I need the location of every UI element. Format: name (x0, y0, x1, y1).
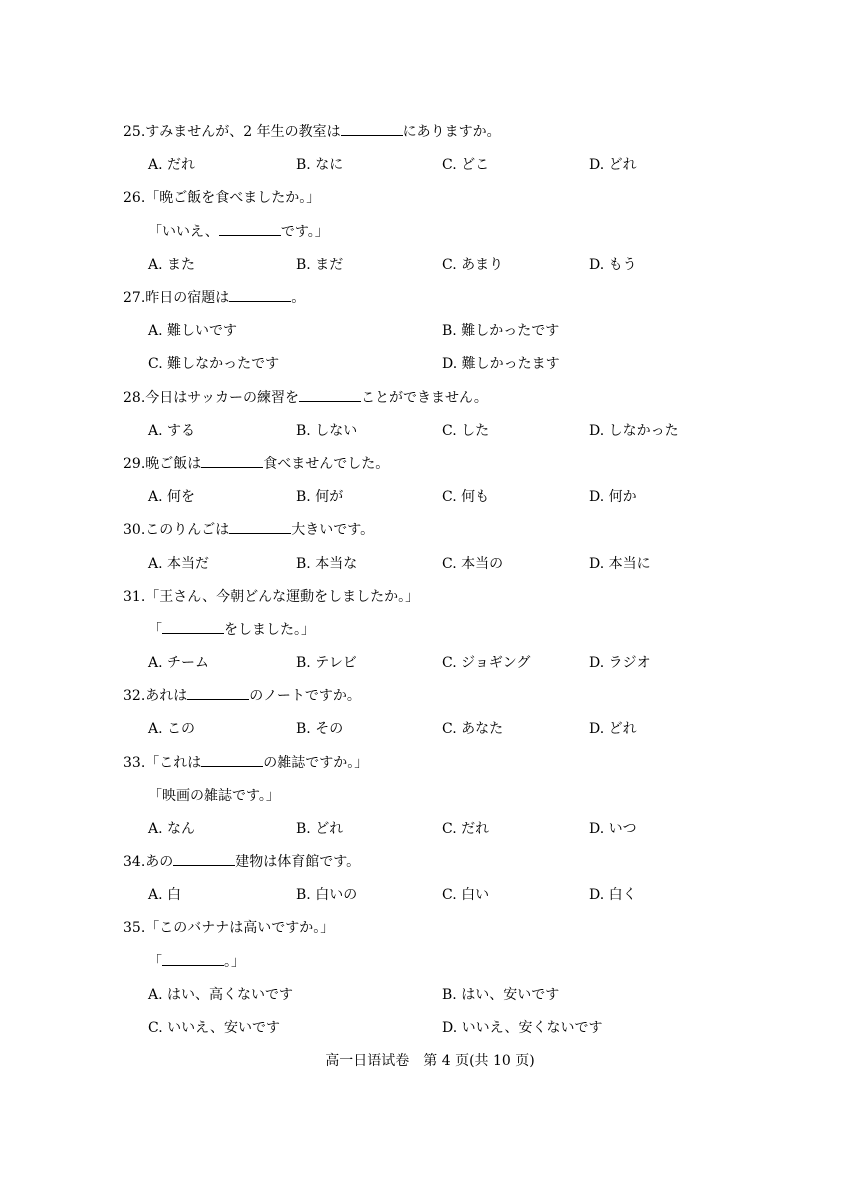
option-b: B. 本当な (296, 556, 358, 572)
answer-blank (341, 123, 403, 136)
option-c: C. だれ (442, 821, 490, 837)
question-25 (123, 123, 501, 141)
option-a: A. この (148, 721, 196, 737)
question-text: 今日はサッカーの練習を (145, 390, 299, 406)
option-c: C. いいえ、安いです (148, 1020, 280, 1036)
answer-blank (299, 389, 361, 402)
option-b: B. 何が (296, 489, 344, 505)
option-d: D. いつ (589, 821, 637, 837)
option-c: C. あなた (442, 721, 504, 737)
question-text: 建物は体育館です。 (235, 854, 361, 870)
question-text: 「いいえ、 (148, 224, 219, 240)
option-c: C. ジョギング (442, 655, 531, 671)
question-32 (123, 687, 361, 705)
option-b: B. どれ (296, 821, 344, 837)
answer-blank (162, 953, 224, 966)
question-text: 大きいです。 (291, 522, 375, 538)
option-d: D. 本当に (589, 556, 651, 572)
question-33 (123, 754, 368, 772)
answer-blank (187, 687, 249, 700)
option-a: A. また (148, 257, 196, 273)
option-c: C. 本当の (442, 556, 504, 572)
question-number: 33. (123, 755, 146, 771)
question-number: 34. (123, 854, 146, 870)
answer-blank (201, 455, 263, 468)
question-text: 「このバナナは高いですか。」 (145, 920, 335, 936)
option-a: A. する (148, 423, 196, 439)
option-c: C. 難しなかったです (148, 356, 280, 372)
question-28 (123, 389, 488, 407)
question-text: の雑誌ですか。」 (263, 755, 369, 771)
option-a: A. 白 (148, 887, 182, 903)
option-b: B. テレビ (296, 655, 357, 671)
question-35 (123, 919, 334, 937)
question-number: 31. (123, 589, 146, 605)
option-b: B. まだ (296, 257, 344, 273)
option-a: A. チーム (148, 655, 210, 671)
question-number: 30. (123, 522, 146, 538)
question-26 (123, 189, 320, 207)
page-footer: 高一日语试卷 第 4 页(共 10 页) (325, 1053, 535, 1069)
question-number: 29. (123, 456, 146, 472)
question-text: 「 (148, 954, 162, 970)
question-text: 「 (148, 622, 162, 638)
option-d: D. ラジオ (589, 655, 651, 671)
question-29 (123, 455, 389, 473)
question-number: 27. (123, 290, 146, 306)
question-33-reply: 「映画の雑誌です。」 (148, 788, 280, 804)
option-b: B. 白いの (296, 887, 358, 903)
option-b: B. しない (296, 423, 358, 439)
question-text: 「王さん、今朝どんな運動をしましたか。」 (145, 589, 420, 605)
question-text: すみませんが、2 年生の教室は (145, 124, 341, 140)
option-b: B. はい、安いです (442, 987, 560, 1003)
option-a: A. だれ (148, 157, 196, 173)
answer-blank (229, 521, 291, 534)
question-text: にありますか。 (402, 124, 501, 140)
question-number: 26. (123, 190, 146, 206)
answer-blank (219, 223, 281, 236)
question-text: あの (145, 854, 174, 870)
option-b: B. その (296, 721, 344, 737)
option-d: D. いいえ、安くないです (442, 1020, 603, 1036)
option-c: C. あまり (442, 257, 504, 273)
question-text: 。」 (224, 954, 245, 970)
question-text: このりんごは (145, 522, 230, 538)
question-27 (123, 289, 305, 307)
option-d: D. もう (589, 257, 637, 273)
question-text: 昨日の宿題は (145, 290, 230, 306)
option-a: A. 何を (148, 489, 196, 505)
question-text: 。 (291, 290, 306, 306)
option-c: C. した (442, 423, 490, 439)
option-c: C. 白い (442, 887, 490, 903)
question-35-reply (148, 953, 245, 971)
question-number: 32. (123, 688, 146, 704)
option-d: D. 難しかったます (442, 356, 560, 372)
question-text: ことができません。 (361, 390, 488, 406)
answer-blank (162, 621, 224, 634)
option-a: A. 本当だ (148, 556, 210, 572)
option-b: B. 難しかったです (442, 323, 560, 339)
question-number: 28. (123, 390, 146, 406)
question-text: をしました。」 (224, 622, 315, 638)
option-a: A. なん (148, 821, 196, 837)
question-text: 「これは (145, 755, 202, 771)
option-d: D. どれ (589, 721, 637, 737)
option-d: D. 白く (589, 887, 637, 903)
option-c: C. 何も (442, 489, 490, 505)
option-b: B. なに (296, 157, 344, 173)
question-26-reply (148, 223, 329, 241)
option-d: D. しなかった (589, 423, 679, 439)
option-c: C. どこ (442, 157, 490, 173)
question-30 (123, 521, 374, 539)
option-a: A. はい、高くないです (148, 987, 294, 1003)
question-text: 「晩ご飯を食べましたか。」 (145, 190, 321, 206)
question-text: 食べませんでした。 (263, 456, 390, 472)
question-text: あれは (145, 688, 188, 704)
answer-blank (229, 289, 291, 302)
question-number: 35. (123, 920, 146, 936)
answer-blank (201, 754, 263, 767)
question-text: です。」 (280, 224, 329, 240)
option-d: D. 何か (589, 489, 637, 505)
option-d: D. どれ (589, 157, 637, 173)
question-31-reply (148, 621, 315, 639)
question-text: 晩ご飯は (145, 456, 202, 472)
question-31 (123, 588, 419, 606)
question-number: 25. (123, 124, 146, 140)
answer-blank (173, 853, 235, 866)
option-a: A. 難しいです (148, 323, 238, 339)
question-text: のノートですか。 (249, 688, 361, 704)
question-34 (123, 853, 360, 871)
